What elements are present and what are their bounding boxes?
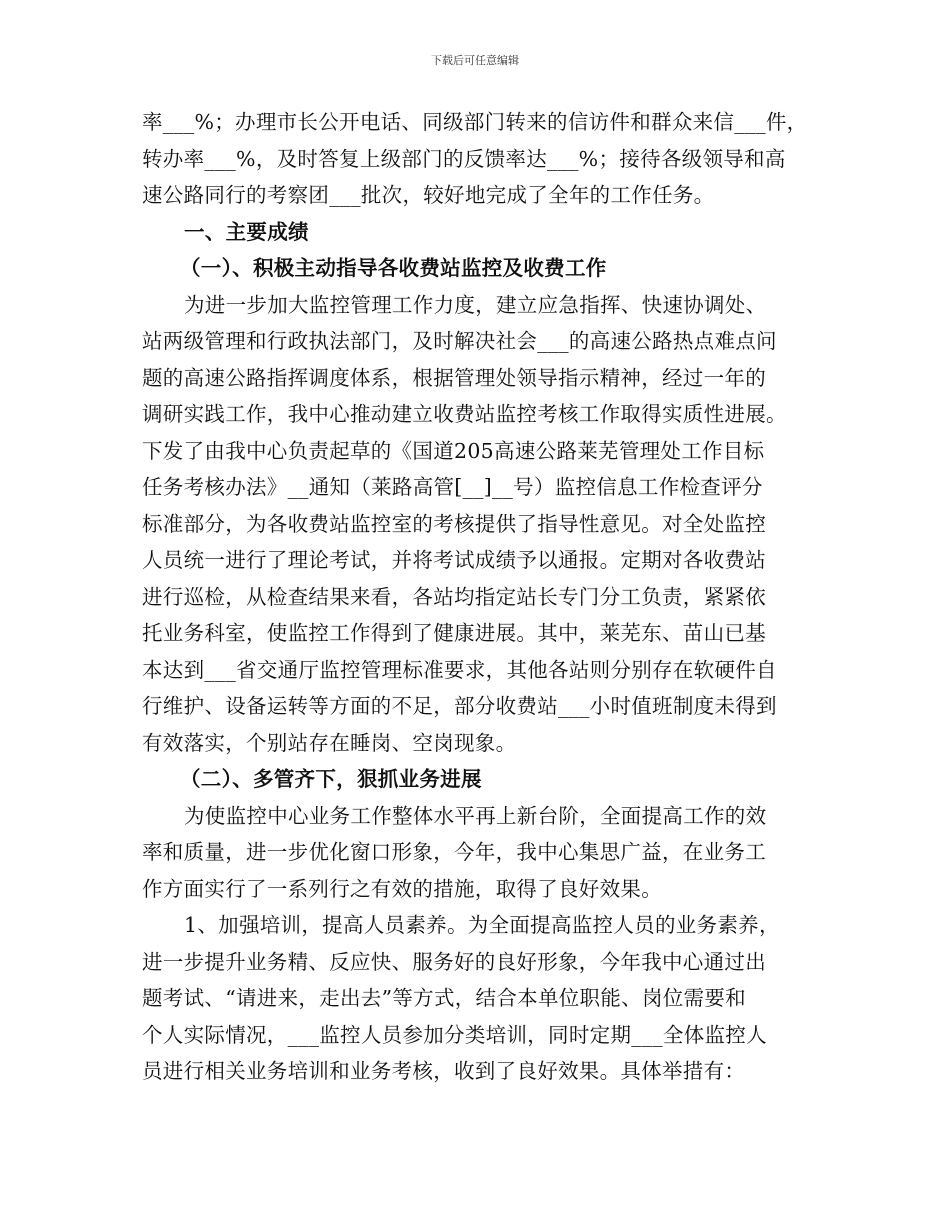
body-line: 托业务科室，使监控工作得到了健康进展。其中，莱芜东、苗山已基	[142, 621, 766, 645]
body-line: 人员统一进行了理论考试，并将考试成绩予以通报。定期对各收费站	[142, 548, 766, 572]
body-line: 率___%；办理市长公开电话、同级部门转来的信访件和群众来信___件，	[142, 110, 808, 134]
body-line: 调研实践工作，我中心推动建立收费站监控考核工作取得实质性进展。	[142, 402, 787, 426]
body-line: 员进行相关业务培训和业务考核，收到了良好效果。具体举措有：	[142, 1059, 746, 1083]
subsection-heading: （二）、多管齐下，狠抓业务进展	[180, 767, 482, 791]
body-line: 转办率___%，及时答复上级部门的反馈率达___%；接待各级领导和高	[142, 146, 786, 171]
subsection-heading: （一）、积极主动指导各收费站监控及收费工作	[180, 256, 607, 280]
body-line: 率和质量，进一步优化窗口形象，今年，我中心集思广益，在业务工	[142, 840, 766, 864]
body-line: 本达到___省交通厅监控管理标准要求，其他各站则分别存在软硬件自	[142, 657, 777, 682]
body-line: 进一步提升业务精、反应快、服务好的良好形象，今年我中心通过出	[142, 949, 766, 974]
document-body	[142, 104, 818, 1090]
paragraph-start: 为使监控中心业务工作整体水平再上新台阶，全面提高工作的效	[184, 803, 767, 828]
body-line: 下发了由我中心负责起草的《国道205高速公路莱芜管理处工作目标	[142, 438, 765, 463]
body-line: 标准部分，为各收费站监控室的考核提供了指导性意见。对全处监控	[142, 511, 766, 536]
body-line: 个人实际情况，___监控人员参加分类培训，同时定期___全体监控人	[142, 1022, 767, 1047]
body-line: 任务考核办法》__通知（莱路高管[__]__号）监控信息工作检查评分	[142, 475, 763, 499]
paragraph-start: 为进一步加大监控管理工作力度，建立应急指挥、快速协调处、	[184, 292, 767, 317]
body-line: 速公路同行的考察团___批次，较好地完成了全年的工作任务。	[142, 183, 715, 207]
body-line: 题考试、“请进来，走出去”等方式，结合本单位职能、岗位需要和	[142, 986, 746, 1010]
paragraph-start: 1、加强培训，提高人员素养。为全面提高监控人员的业务素养，	[184, 913, 780, 937]
body-line: 进行巡检，从检查结果来看，各站均指定站长专门分工负责，紧紧依	[142, 584, 766, 609]
body-line: 行维护、设备运转等方面的不足，部分收费站___小时值班制度未得到	[142, 694, 777, 718]
body-line: 站两级管理和行政执法部门，及时解决社会___的高速公路热点难点问	[142, 329, 777, 353]
body-line: 有效落实，个别站存在睡岗、空岗现象。	[142, 730, 517, 755]
body-line: 题的高速公路指挥调度体系，根据管理处领导指示精神，经过一年的	[142, 365, 766, 390]
body-line: 作方面实行了一系列行之有效的措施，取得了良好效果。	[142, 876, 662, 901]
page-header: 下载后可任意编辑	[431, 54, 519, 67]
section-heading: 一、主要成绩	[184, 219, 309, 244]
